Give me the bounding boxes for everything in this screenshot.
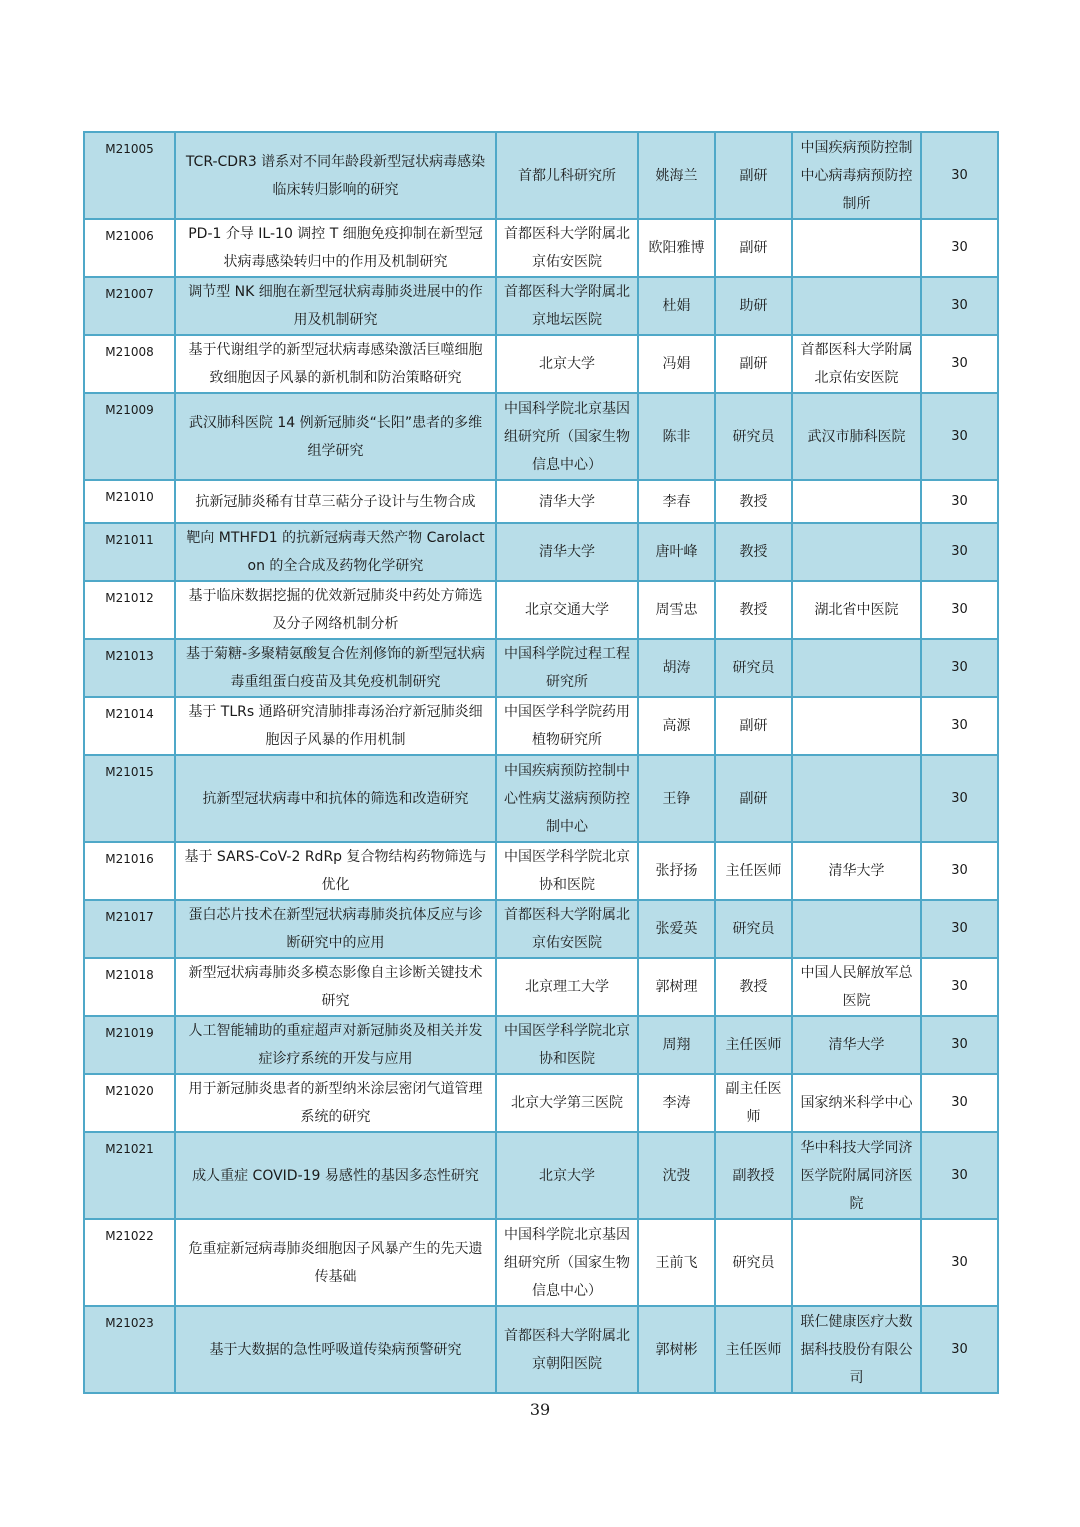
partner-cell: 清华大学 (792, 842, 921, 900)
project-id-cell: M21016 (84, 842, 175, 900)
institution-cell: 首都医科大学附属北京佑安医院 (496, 900, 638, 958)
rank-cell: 副教授 (715, 1132, 792, 1219)
table-row (84, 393, 998, 480)
table-row (84, 219, 998, 277)
project-id-cell: M21013 (84, 639, 175, 697)
table-row (84, 132, 998, 219)
table-row (84, 842, 998, 900)
lead-name-cell: 郭树彬 (638, 1306, 715, 1393)
project-title-cell: 新型冠状病毒肺炎多模态影像自主诊断关键技术研究 (175, 958, 496, 1016)
institution-cell: 中国医学科学院药用植物研究所 (496, 697, 638, 755)
table-row (84, 335, 998, 393)
table-row (84, 900, 998, 958)
lead-name-cell: 王铮 (638, 755, 715, 842)
amount-cell: 30 (921, 1306, 998, 1393)
lead-name-cell: 杜娟 (638, 277, 715, 335)
amount-cell: 30 (921, 639, 998, 697)
amount-cell: 30 (921, 523, 998, 581)
institution-cell: 北京理工大学 (496, 958, 638, 1016)
table-row (84, 277, 998, 335)
project-title-cell: 基于大数据的急性呼吸道传染病预警研究 (175, 1306, 496, 1393)
table-row (84, 523, 998, 581)
lead-name-cell: 郭树理 (638, 958, 715, 1016)
partner-cell: 中国人民解放军总医院 (792, 958, 921, 1016)
project-title-cell: 成人重症 COVID-19 易感性的基因多态性研究 (175, 1132, 496, 1219)
partner-cell: 湖北省中医院 (792, 581, 921, 639)
institution-cell: 中国疾病预防控制中心性病艾滋病预防控制中心 (496, 755, 638, 842)
lead-name-cell: 胡涛 (638, 639, 715, 697)
institution-cell: 清华大学 (496, 523, 638, 581)
lead-name-cell: 高源 (638, 697, 715, 755)
rank-cell: 副研 (715, 755, 792, 842)
partner-cell (792, 1219, 921, 1306)
partner-cell: 华中科技大学同济医学院附属同济医院 (792, 1132, 921, 1219)
amount-cell: 30 (921, 697, 998, 755)
rank-cell: 研究员 (715, 900, 792, 958)
lead-name-cell: 李涛 (638, 1074, 715, 1132)
project-id-cell: M21011 (84, 523, 175, 581)
project-title-cell: 人工智能辅助的重症超声对新冠肺炎及相关并发症诊疗系统的开发与应用 (175, 1016, 496, 1074)
table-row (84, 1016, 998, 1074)
amount-cell: 30 (921, 132, 998, 219)
project-title-cell: 靶向 MTHFD1 的抗新冠病毒天然产物 Carolacton 的全合成及药物化学研究 (175, 523, 496, 581)
rank-cell: 教授 (715, 958, 792, 1016)
rank-cell: 主任医师 (715, 1306, 792, 1393)
partner-cell (792, 639, 921, 697)
amount-cell: 30 (921, 393, 998, 480)
partner-cell: 联仁健康医疗大数据科技股份有限公司 (792, 1306, 921, 1393)
rank-cell: 副研 (715, 335, 792, 393)
rank-cell: 助研 (715, 277, 792, 335)
project-title-cell: TCR-CDR3 谱系对不同年龄段新型冠状病毒感染临床转归影响的研究 (175, 132, 496, 219)
rank-cell: 主任医师 (715, 842, 792, 900)
institution-cell: 北京大学 (496, 1132, 638, 1219)
project-title-cell: 抗新冠肺炎稀有甘草三萜分子设计与生物合成 (175, 480, 496, 523)
partner-cell (792, 755, 921, 842)
page-number: 39 (529, 1400, 551, 1419)
partner-cell: 首都医科大学附属北京佑安医院 (792, 335, 921, 393)
rank-cell: 副主任医师 (715, 1074, 792, 1132)
project-title-cell: 基于 SARS-CoV-2 RdRp 复合物结构药物筛选与优化 (175, 842, 496, 900)
rank-cell: 研究员 (715, 639, 792, 697)
project-id-cell: M21005 (84, 132, 175, 219)
institution-cell: 首都医科大学附属北京地坛医院 (496, 277, 638, 335)
amount-cell: 30 (921, 1219, 998, 1306)
project-id-cell: M21010 (84, 480, 175, 523)
amount-cell: 30 (921, 1016, 998, 1074)
institution-cell: 清华大学 (496, 480, 638, 523)
project-id-cell: M21021 (84, 1132, 175, 1219)
lead-name-cell: 张抒扬 (638, 842, 715, 900)
project-title-cell: 基于 TLRs 通路研究清肺排毒汤治疗新冠肺炎细胞因子风暴的作用机制 (175, 697, 496, 755)
project-id-cell: M21006 (84, 219, 175, 277)
rank-cell: 教授 (715, 480, 792, 523)
institution-cell: 北京大学 (496, 335, 638, 393)
partner-cell: 武汉市肺科医院 (792, 393, 921, 480)
lead-name-cell: 李春 (638, 480, 715, 523)
amount-cell: 30 (921, 900, 998, 958)
institution-cell: 首都医科大学附属北京朝阳医院 (496, 1306, 638, 1393)
project-title-cell: 用于新冠肺炎患者的新型纳米涂层密闭气道管理系统的研究 (175, 1074, 496, 1132)
table-row (84, 1132, 998, 1219)
project-title-cell: 基于临床数据挖掘的优效新冠肺炎中药处方筛选及分子网络机制分析 (175, 581, 496, 639)
partner-cell (792, 277, 921, 335)
rank-cell: 副研 (715, 132, 792, 219)
amount-cell: 30 (921, 277, 998, 335)
partner-cell (792, 523, 921, 581)
amount-cell: 30 (921, 335, 998, 393)
institution-cell: 首都儿科研究所 (496, 132, 638, 219)
project-title-cell: 危重症新冠病毒肺炎细胞因子风暴产生的先天遗传基础 (175, 1219, 496, 1306)
project-id-cell: M21020 (84, 1074, 175, 1132)
project-id-cell: M21007 (84, 277, 175, 335)
lead-name-cell: 周雪忠 (638, 581, 715, 639)
lead-name-cell: 姚海兰 (638, 132, 715, 219)
rank-cell: 研究员 (715, 393, 792, 480)
project-id-cell: M21017 (84, 900, 175, 958)
institution-cell: 北京大学第三医院 (496, 1074, 638, 1132)
rank-cell: 教授 (715, 523, 792, 581)
lead-name-cell: 欧阳雅博 (638, 219, 715, 277)
amount-cell: 30 (921, 480, 998, 523)
partner-cell: 清华大学 (792, 1016, 921, 1074)
lead-name-cell: 张爱英 (638, 900, 715, 958)
project-title-cell: 调节型 NK 细胞在新型冠状病毒肺炎进展中的作用及机制研究 (175, 277, 496, 335)
project-id-cell: M21022 (84, 1219, 175, 1306)
project-id-cell: M21014 (84, 697, 175, 755)
rank-cell: 教授 (715, 581, 792, 639)
rank-cell: 主任医师 (715, 1016, 792, 1074)
amount-cell: 30 (921, 581, 998, 639)
table-row (84, 639, 998, 697)
amount-cell: 30 (921, 1074, 998, 1132)
project-id-cell: M21018 (84, 958, 175, 1016)
project-title-cell: 武汉肺科医院 14 例新冠肺炎“长阳”患者的多维组学研究 (175, 393, 496, 480)
table-row (84, 581, 998, 639)
project-title-cell: PD-1 介导 IL-10 调控 T 细胞免疫抑制在新型冠状病毒感染转归中的作用及机制研究 (175, 219, 496, 277)
partner-cell: 国家纳米科学中心 (792, 1074, 921, 1132)
institution-cell: 首都医科大学附属北京佑安医院 (496, 219, 638, 277)
lead-name-cell: 沈弢 (638, 1132, 715, 1219)
projects-table (83, 131, 999, 1394)
lead-name-cell: 陈非 (638, 393, 715, 480)
rank-cell: 副研 (715, 697, 792, 755)
table-row (84, 697, 998, 755)
table-row (84, 958, 998, 1016)
project-id-cell: M21008 (84, 335, 175, 393)
institution-cell: 中国科学院北京基因组研究所（国家生物信息中心） (496, 1219, 638, 1306)
institution-cell: 中国医学科学院北京协和医院 (496, 1016, 638, 1074)
project-id-cell: M21009 (84, 393, 175, 480)
project-title-cell: 基于菊糖-多聚精氨酸复合佐剂修饰的新型冠状病毒重组蛋白疫苗及其免疫机制研究 (175, 639, 496, 697)
table-row (84, 755, 998, 842)
amount-cell: 30 (921, 958, 998, 1016)
rank-cell: 研究员 (715, 1219, 792, 1306)
institution-cell: 中国科学院过程工程研究所 (496, 639, 638, 697)
lead-name-cell: 王前飞 (638, 1219, 715, 1306)
table-row (84, 480, 998, 523)
project-title-cell: 蛋白芯片技术在新型冠状病毒肺炎抗体反应与诊断研究中的应用 (175, 900, 496, 958)
partner-cell (792, 697, 921, 755)
amount-cell: 30 (921, 842, 998, 900)
amount-cell: 30 (921, 1132, 998, 1219)
project-id-cell: M21019 (84, 1016, 175, 1074)
institution-cell: 北京交通大学 (496, 581, 638, 639)
project-title-cell: 基于代谢组学的新型冠状病毒感染激活巨噬细胞致细胞因子风暴的新机制和防治策略研究 (175, 335, 496, 393)
partner-cell (792, 219, 921, 277)
lead-name-cell: 周翔 (638, 1016, 715, 1074)
project-title-cell: 抗新型冠状病毒中和抗体的筛选和改造研究 (175, 755, 496, 842)
table-row (84, 1219, 998, 1306)
rank-cell: 副研 (715, 219, 792, 277)
institution-cell: 中国科学院北京基因组研究所（国家生物信息中心） (496, 393, 638, 480)
project-id-cell: M21012 (84, 581, 175, 639)
project-id-cell: M21015 (84, 755, 175, 842)
table-row (84, 1074, 998, 1132)
partner-cell (792, 480, 921, 523)
project-id-cell: M21023 (84, 1306, 175, 1393)
partner-cell (792, 900, 921, 958)
institution-cell: 中国医学科学院北京协和医院 (496, 842, 638, 900)
partner-cell: 中国疾病预防控制中心病毒病预防控制所 (792, 132, 921, 219)
amount-cell: 30 (921, 755, 998, 842)
lead-name-cell: 唐叶峰 (638, 523, 715, 581)
table-row (84, 1306, 998, 1393)
lead-name-cell: 冯娟 (638, 335, 715, 393)
amount-cell: 30 (921, 219, 998, 277)
